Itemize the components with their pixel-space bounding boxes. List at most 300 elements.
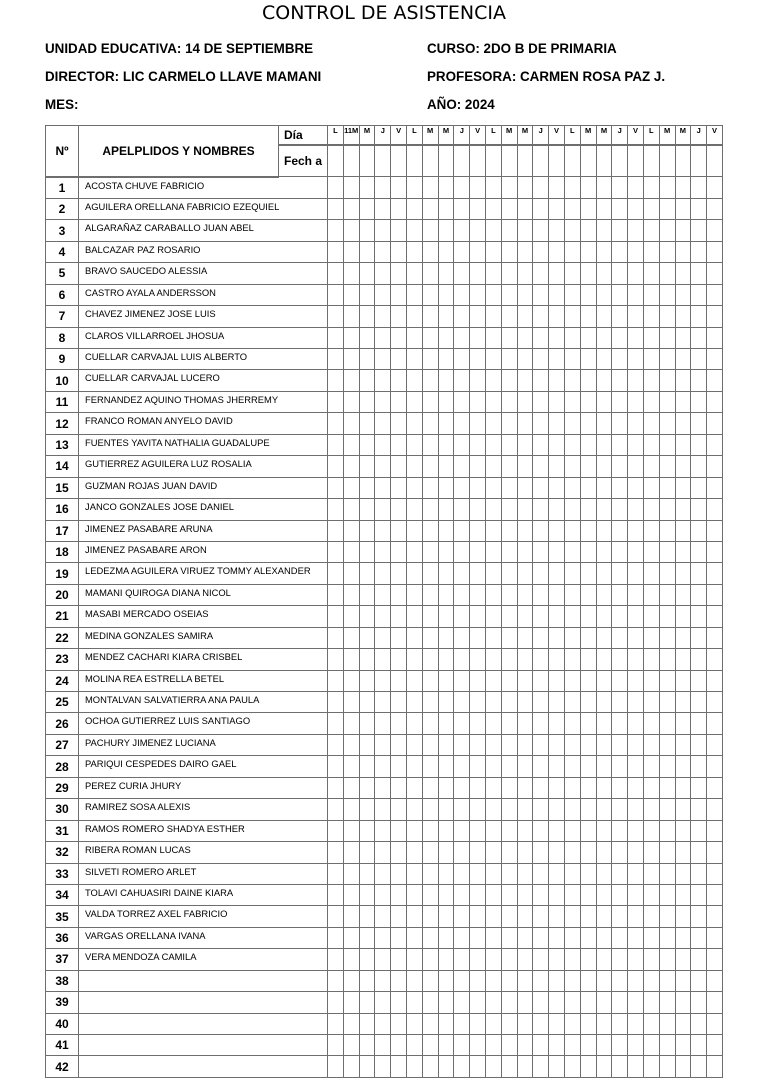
attendance-cell[interactable] <box>612 198 628 219</box>
attendance-cell[interactable] <box>691 884 707 905</box>
attendance-cell[interactable] <box>470 906 486 927</box>
attendance-cell[interactable] <box>659 820 675 841</box>
attendance-cell[interactable] <box>596 949 612 970</box>
attendance-cell[interactable] <box>422 349 438 370</box>
attendance-cell[interactable] <box>707 863 723 884</box>
attendance-cell[interactable] <box>375 777 391 798</box>
attendance-cell[interactable] <box>643 563 659 584</box>
attendance-cell[interactable] <box>501 306 517 327</box>
attendance-cell[interactable] <box>612 391 628 412</box>
attendance-cell[interactable] <box>501 263 517 284</box>
attendance-cell[interactable] <box>470 499 486 520</box>
attendance-cell[interactable] <box>564 541 580 562</box>
attendance-cell[interactable] <box>549 842 565 863</box>
attendance-cell[interactable] <box>438 263 454 284</box>
attendance-cell[interactable] <box>328 734 344 755</box>
attendance-cell[interactable] <box>580 284 596 305</box>
attendance-cell[interactable] <box>549 884 565 905</box>
attendance-cell[interactable] <box>580 670 596 691</box>
attendance-cell[interactable] <box>596 627 612 648</box>
attendance-cell[interactable] <box>359 520 375 541</box>
attendance-cell[interactable] <box>549 927 565 948</box>
attendance-cell[interactable] <box>580 563 596 584</box>
attendance-cell[interactable] <box>533 992 549 1013</box>
attendance-cell[interactable] <box>643 1035 659 1056</box>
attendance-cell[interactable] <box>643 477 659 498</box>
attendance-cell[interactable] <box>612 477 628 498</box>
attendance-cell[interactable] <box>375 670 391 691</box>
attendance-cell[interactable] <box>454 692 470 713</box>
date-cell[interactable] <box>485 145 501 177</box>
attendance-cell[interactable] <box>485 306 501 327</box>
attendance-cell[interactable] <box>343 563 359 584</box>
attendance-cell[interactable] <box>533 198 549 219</box>
date-cell[interactable] <box>549 145 565 177</box>
attendance-cell[interactable] <box>659 584 675 605</box>
attendance-cell[interactable] <box>549 606 565 627</box>
attendance-cell[interactable] <box>454 434 470 455</box>
attendance-cell[interactable] <box>628 820 644 841</box>
attendance-cell[interactable] <box>612 220 628 241</box>
attendance-cell[interactable] <box>328 198 344 219</box>
attendance-cell[interactable] <box>549 541 565 562</box>
attendance-cell[interactable] <box>343 177 359 199</box>
attendance-cell[interactable] <box>454 306 470 327</box>
attendance-cell[interactable] <box>533 799 549 820</box>
attendance-cell[interactable] <box>391 884 407 905</box>
attendance-cell[interactable] <box>580 1056 596 1077</box>
date-cell[interactable] <box>343 145 359 177</box>
attendance-cell[interactable] <box>707 477 723 498</box>
attendance-cell[interactable] <box>691 327 707 348</box>
attendance-cell[interactable] <box>438 391 454 412</box>
attendance-cell[interactable] <box>391 842 407 863</box>
attendance-cell[interactable] <box>438 584 454 605</box>
attendance-cell[interactable] <box>517 241 533 262</box>
attendance-cell[interactable] <box>628 692 644 713</box>
attendance-cell[interactable] <box>343 799 359 820</box>
attendance-cell[interactable] <box>675 649 691 670</box>
attendance-cell[interactable] <box>691 713 707 734</box>
attendance-cell[interactable] <box>643 777 659 798</box>
attendance-cell[interactable] <box>580 198 596 219</box>
attendance-cell[interactable] <box>596 777 612 798</box>
attendance-cell[interactable] <box>406 520 422 541</box>
attendance-cell[interactable] <box>438 541 454 562</box>
attendance-cell[interactable] <box>517 692 533 713</box>
attendance-cell[interactable] <box>596 349 612 370</box>
attendance-cell[interactable] <box>343 220 359 241</box>
attendance-cell[interactable] <box>454 391 470 412</box>
attendance-cell[interactable] <box>454 284 470 305</box>
attendance-cell[interactable] <box>438 1056 454 1077</box>
attendance-cell[interactable] <box>501 284 517 305</box>
attendance-cell[interactable] <box>391 927 407 948</box>
attendance-cell[interactable] <box>422 563 438 584</box>
attendance-cell[interactable] <box>643 370 659 391</box>
attendance-cell[interactable] <box>691 970 707 991</box>
attendance-cell[interactable] <box>612 927 628 948</box>
attendance-cell[interactable] <box>470 884 486 905</box>
attendance-cell[interactable] <box>549 584 565 605</box>
attendance-cell[interactable] <box>406 970 422 991</box>
attendance-cell[interactable] <box>517 713 533 734</box>
attendance-cell[interactable] <box>564 584 580 605</box>
attendance-cell[interactable] <box>549 970 565 991</box>
attendance-cell[interactable] <box>359 734 375 755</box>
attendance-cell[interactable] <box>628 241 644 262</box>
attendance-cell[interactable] <box>343 820 359 841</box>
attendance-cell[interactable] <box>628 520 644 541</box>
attendance-cell[interactable] <box>375 863 391 884</box>
attendance-cell[interactable] <box>628 606 644 627</box>
attendance-cell[interactable] <box>328 349 344 370</box>
attendance-cell[interactable] <box>628 713 644 734</box>
attendance-cell[interactable] <box>517 863 533 884</box>
attendance-cell[interactable] <box>628 906 644 927</box>
attendance-cell[interactable] <box>691 499 707 520</box>
attendance-cell[interactable] <box>501 649 517 670</box>
attendance-cell[interactable] <box>406 649 422 670</box>
attendance-cell[interactable] <box>628 927 644 948</box>
attendance-cell[interactable] <box>580 927 596 948</box>
attendance-cell[interactable] <box>485 284 501 305</box>
attendance-cell[interactable] <box>454 884 470 905</box>
attendance-cell[interactable] <box>628 434 644 455</box>
attendance-cell[interactable] <box>438 756 454 777</box>
attendance-cell[interactable] <box>643 284 659 305</box>
attendance-cell[interactable] <box>643 584 659 605</box>
attendance-cell[interactable] <box>691 306 707 327</box>
attendance-cell[interactable] <box>422 842 438 863</box>
attendance-cell[interactable] <box>470 370 486 391</box>
attendance-cell[interactable] <box>549 284 565 305</box>
attendance-cell[interactable] <box>470 756 486 777</box>
attendance-cell[interactable] <box>517 563 533 584</box>
attendance-cell[interactable] <box>533 884 549 905</box>
attendance-cell[interactable] <box>328 1035 344 1056</box>
attendance-cell[interactable] <box>375 927 391 948</box>
attendance-cell[interactable] <box>517 370 533 391</box>
attendance-cell[interactable] <box>343 777 359 798</box>
attendance-cell[interactable] <box>612 756 628 777</box>
attendance-cell[interactable] <box>628 734 644 755</box>
attendance-cell[interactable] <box>643 906 659 927</box>
date-cell[interactable] <box>533 145 549 177</box>
attendance-cell[interactable] <box>359 627 375 648</box>
attendance-cell[interactable] <box>643 241 659 262</box>
attendance-cell[interactable] <box>485 670 501 691</box>
attendance-cell[interactable] <box>549 198 565 219</box>
attendance-cell[interactable] <box>691 1056 707 1077</box>
attendance-cell[interactable] <box>580 520 596 541</box>
attendance-cell[interactable] <box>533 606 549 627</box>
attendance-cell[interactable] <box>375 756 391 777</box>
attendance-cell[interactable] <box>328 927 344 948</box>
attendance-cell[interactable] <box>328 563 344 584</box>
attendance-cell[interactable] <box>375 520 391 541</box>
attendance-cell[interactable] <box>533 692 549 713</box>
attendance-cell[interactable] <box>659 520 675 541</box>
attendance-cell[interactable] <box>580 906 596 927</box>
attendance-cell[interactable] <box>422 263 438 284</box>
attendance-cell[interactable] <box>659 563 675 584</box>
attendance-cell[interactable] <box>707 520 723 541</box>
attendance-cell[interactable] <box>391 499 407 520</box>
attendance-cell[interactable] <box>406 1056 422 1077</box>
attendance-cell[interactable] <box>454 349 470 370</box>
attendance-cell[interactable] <box>485 649 501 670</box>
attendance-cell[interactable] <box>343 842 359 863</box>
attendance-cell[interactable] <box>549 949 565 970</box>
attendance-cell[interactable] <box>501 884 517 905</box>
attendance-cell[interactable] <box>375 456 391 477</box>
attendance-cell[interactable] <box>596 306 612 327</box>
attendance-cell[interactable] <box>675 863 691 884</box>
attendance-cell[interactable] <box>391 756 407 777</box>
attendance-cell[interactable] <box>628 198 644 219</box>
attendance-cell[interactable] <box>343 863 359 884</box>
attendance-cell[interactable] <box>375 734 391 755</box>
attendance-cell[interactable] <box>533 220 549 241</box>
attendance-cell[interactable] <box>359 884 375 905</box>
attendance-cell[interactable] <box>643 391 659 412</box>
attendance-cell[interactable] <box>422 863 438 884</box>
attendance-cell[interactable] <box>470 349 486 370</box>
attendance-cell[interactable] <box>612 563 628 584</box>
attendance-cell[interactable] <box>359 241 375 262</box>
attendance-cell[interactable] <box>533 241 549 262</box>
attendance-cell[interactable] <box>596 1056 612 1077</box>
attendance-cell[interactable] <box>485 992 501 1013</box>
attendance-cell[interactable] <box>707 306 723 327</box>
attendance-cell[interactable] <box>549 799 565 820</box>
attendance-cell[interactable] <box>659 627 675 648</box>
attendance-cell[interactable] <box>549 649 565 670</box>
attendance-cell[interactable] <box>517 627 533 648</box>
attendance-cell[interactable] <box>328 692 344 713</box>
attendance-cell[interactable] <box>470 713 486 734</box>
attendance-cell[interactable] <box>612 434 628 455</box>
attendance-cell[interactable] <box>643 713 659 734</box>
attendance-cell[interactable] <box>438 349 454 370</box>
attendance-cell[interactable] <box>454 520 470 541</box>
attendance-cell[interactable] <box>470 541 486 562</box>
attendance-cell[interactable] <box>691 1035 707 1056</box>
attendance-cell[interactable] <box>422 692 438 713</box>
attendance-cell[interactable] <box>596 177 612 199</box>
attendance-cell[interactable] <box>675 499 691 520</box>
attendance-cell[interactable] <box>707 327 723 348</box>
attendance-cell[interactable] <box>328 241 344 262</box>
attendance-cell[interactable] <box>707 777 723 798</box>
attendance-cell[interactable] <box>359 220 375 241</box>
attendance-cell[interactable] <box>422 220 438 241</box>
attendance-cell[interactable] <box>454 842 470 863</box>
attendance-cell[interactable] <box>643 627 659 648</box>
attendance-cell[interactable] <box>470 1035 486 1056</box>
attendance-cell[interactable] <box>691 220 707 241</box>
attendance-cell[interactable] <box>406 198 422 219</box>
attendance-cell[interactable] <box>422 370 438 391</box>
attendance-cell[interactable] <box>422 584 438 605</box>
attendance-cell[interactable] <box>406 263 422 284</box>
attendance-cell[interactable] <box>517 949 533 970</box>
attendance-cell[interactable] <box>359 777 375 798</box>
attendance-cell[interactable] <box>501 241 517 262</box>
attendance-cell[interactable] <box>612 649 628 670</box>
attendance-cell[interactable] <box>612 499 628 520</box>
attendance-cell[interactable] <box>422 949 438 970</box>
attendance-cell[interactable] <box>659 842 675 863</box>
attendance-cell[interactable] <box>391 584 407 605</box>
attendance-cell[interactable] <box>343 349 359 370</box>
attendance-cell[interactable] <box>675 220 691 241</box>
attendance-cell[interactable] <box>375 627 391 648</box>
attendance-cell[interactable] <box>580 799 596 820</box>
attendance-cell[interactable] <box>391 949 407 970</box>
attendance-cell[interactable] <box>659 541 675 562</box>
attendance-cell[interactable] <box>628 456 644 477</box>
attendance-cell[interactable] <box>422 992 438 1013</box>
attendance-cell[interactable] <box>359 413 375 434</box>
attendance-cell[interactable] <box>501 327 517 348</box>
attendance-cell[interactable] <box>691 434 707 455</box>
attendance-cell[interactable] <box>549 992 565 1013</box>
attendance-cell[interactable] <box>580 306 596 327</box>
attendance-cell[interactable] <box>501 520 517 541</box>
attendance-cell[interactable] <box>375 606 391 627</box>
attendance-cell[interactable] <box>454 927 470 948</box>
attendance-cell[interactable] <box>391 1035 407 1056</box>
attendance-cell[interactable] <box>343 306 359 327</box>
attendance-cell[interactable] <box>549 263 565 284</box>
attendance-cell[interactable] <box>533 413 549 434</box>
attendance-cell[interactable] <box>596 820 612 841</box>
attendance-cell[interactable] <box>596 649 612 670</box>
attendance-cell[interactable] <box>517 927 533 948</box>
attendance-cell[interactable] <box>612 970 628 991</box>
attendance-cell[interactable] <box>485 863 501 884</box>
attendance-cell[interactable] <box>643 670 659 691</box>
attendance-cell[interactable] <box>470 734 486 755</box>
attendance-cell[interactable] <box>422 177 438 199</box>
attendance-cell[interactable] <box>328 842 344 863</box>
attendance-cell[interactable] <box>454 370 470 391</box>
attendance-cell[interactable] <box>643 606 659 627</box>
attendance-cell[interactable] <box>375 370 391 391</box>
attendance-cell[interactable] <box>470 1056 486 1077</box>
attendance-cell[interactable] <box>454 263 470 284</box>
attendance-cell[interactable] <box>612 606 628 627</box>
date-cell[interactable] <box>501 145 517 177</box>
attendance-cell[interactable] <box>485 970 501 991</box>
attendance-cell[interactable] <box>707 220 723 241</box>
attendance-cell[interactable] <box>596 284 612 305</box>
attendance-cell[interactable] <box>485 370 501 391</box>
attendance-cell[interactable] <box>438 1035 454 1056</box>
attendance-cell[interactable] <box>659 327 675 348</box>
attendance-cell[interactable] <box>675 177 691 199</box>
attendance-cell[interactable] <box>533 306 549 327</box>
attendance-cell[interactable] <box>343 756 359 777</box>
attendance-cell[interactable] <box>422 799 438 820</box>
attendance-cell[interactable] <box>359 263 375 284</box>
attendance-cell[interactable] <box>422 670 438 691</box>
attendance-cell[interactable] <box>628 992 644 1013</box>
attendance-cell[interactable] <box>675 1035 691 1056</box>
attendance-cell[interactable] <box>328 799 344 820</box>
attendance-cell[interactable] <box>564 949 580 970</box>
attendance-cell[interactable] <box>375 692 391 713</box>
attendance-cell[interactable] <box>643 349 659 370</box>
attendance-cell[interactable] <box>438 670 454 691</box>
attendance-cell[interactable] <box>659 306 675 327</box>
attendance-cell[interactable] <box>643 927 659 948</box>
attendance-cell[interactable] <box>533 970 549 991</box>
attendance-cell[interactable] <box>675 606 691 627</box>
attendance-cell[interactable] <box>580 820 596 841</box>
attendance-cell[interactable] <box>707 734 723 755</box>
attendance-cell[interactable] <box>643 177 659 199</box>
attendance-cell[interactable] <box>391 713 407 734</box>
attendance-cell[interactable] <box>422 284 438 305</box>
attendance-cell[interactable] <box>470 627 486 648</box>
attendance-cell[interactable] <box>391 670 407 691</box>
attendance-cell[interactable] <box>501 820 517 841</box>
attendance-cell[interactable] <box>454 177 470 199</box>
attendance-cell[interactable] <box>359 391 375 412</box>
attendance-cell[interactable] <box>359 863 375 884</box>
attendance-cell[interactable] <box>343 434 359 455</box>
attendance-cell[interactable] <box>707 434 723 455</box>
attendance-cell[interactable] <box>485 606 501 627</box>
attendance-cell[interactable] <box>406 734 422 755</box>
attendance-cell[interactable] <box>549 477 565 498</box>
attendance-cell[interactable] <box>564 198 580 219</box>
attendance-cell[interactable] <box>517 906 533 927</box>
attendance-cell[interactable] <box>580 327 596 348</box>
attendance-cell[interactable] <box>375 306 391 327</box>
attendance-cell[interactable] <box>470 434 486 455</box>
attendance-cell[interactable] <box>454 863 470 884</box>
attendance-cell[interactable] <box>328 713 344 734</box>
attendance-cell[interactable] <box>517 799 533 820</box>
attendance-cell[interactable] <box>659 713 675 734</box>
attendance-cell[interactable] <box>675 949 691 970</box>
attendance-cell[interactable] <box>406 241 422 262</box>
attendance-cell[interactable] <box>675 198 691 219</box>
attendance-cell[interactable] <box>406 327 422 348</box>
attendance-cell[interactable] <box>596 263 612 284</box>
attendance-cell[interactable] <box>454 756 470 777</box>
attendance-cell[interactable] <box>659 1056 675 1077</box>
attendance-cell[interactable] <box>675 970 691 991</box>
attendance-cell[interactable] <box>549 627 565 648</box>
attendance-cell[interactable] <box>343 284 359 305</box>
attendance-cell[interactable] <box>580 713 596 734</box>
attendance-cell[interactable] <box>691 391 707 412</box>
attendance-cell[interactable] <box>485 541 501 562</box>
attendance-cell[interactable] <box>343 327 359 348</box>
attendance-cell[interactable] <box>659 692 675 713</box>
attendance-cell[interactable] <box>564 970 580 991</box>
attendance-cell[interactable] <box>454 220 470 241</box>
attendance-cell[interactable] <box>517 177 533 199</box>
attendance-cell[interactable] <box>564 391 580 412</box>
attendance-cell[interactable] <box>343 627 359 648</box>
attendance-cell[interactable] <box>470 820 486 841</box>
